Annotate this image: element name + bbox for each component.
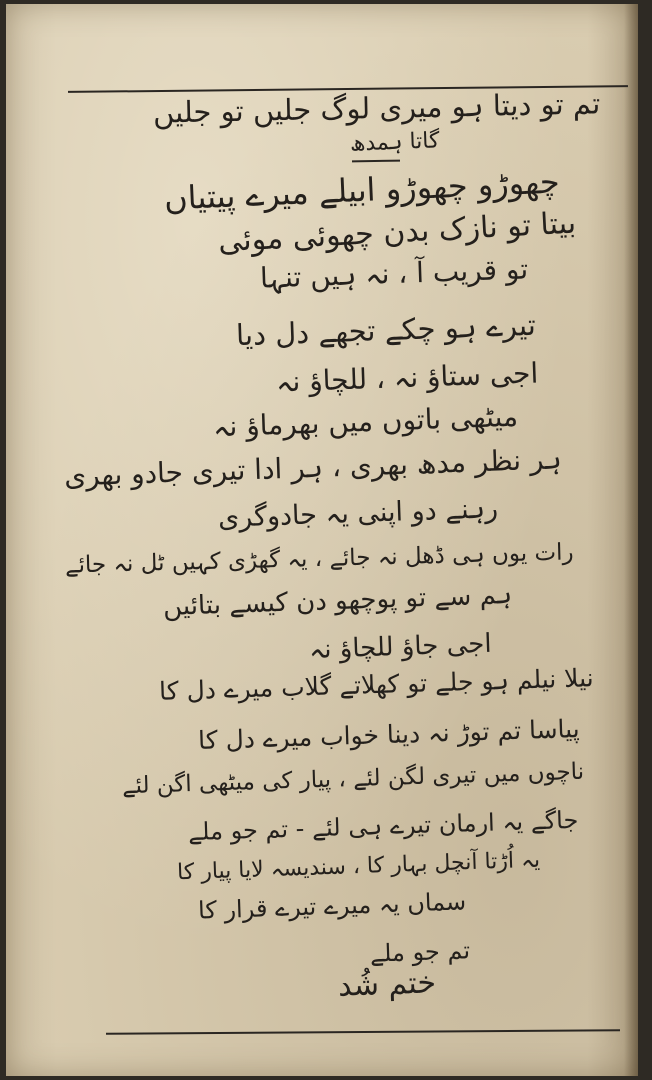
lyric-line-6: تیرے ہو چکے تجھے دل دیا bbox=[235, 307, 537, 353]
lyric-line-14: نیلا نیلم ہو جلے تو کھلاتے گلاب میرے دل کا bbox=[158, 663, 595, 706]
lyric-line-8: میٹھی باتوں میں بھرماؤ نہ bbox=[212, 399, 519, 444]
lyric-line-18: یہ اُڑتا آنچل بہار کا ، سندیسہ لایا پیار کا bbox=[176, 847, 541, 886]
lyric-line-20: تم جو ملے bbox=[369, 936, 471, 968]
lyric-line-19: سماں یہ میرے تیرے قرار کا bbox=[197, 887, 467, 925]
lyric-line-13: اجی جاؤ للچاؤ نہ bbox=[308, 628, 493, 666]
lyric-line-3: چھوڑو چھوڑو ابیلے میرے پیتیاں bbox=[163, 162, 561, 218]
lyric-line-4: بیتا تو نازک بدن چھوئی موئی bbox=[217, 205, 577, 260]
heading-dash bbox=[352, 160, 400, 163]
lyric-line-2: گاتا ہمدھ bbox=[350, 128, 441, 157]
lyric-line-15: پیاسا تم توڑ نہ دینا خواب میرے دل کا bbox=[197, 714, 581, 755]
lyric-end-mark: ختم شُد bbox=[337, 965, 437, 1004]
lyric-line-7: اجی ستاؤ نہ ، للچاؤ نہ bbox=[275, 356, 539, 399]
lyric-line-16: ناچوں میں تیری لگن لئے ، پیار کی میٹھی اگن لئے bbox=[121, 758, 585, 800]
lyric-line-11: رات یوں ہی ڈھل نہ جائے ، یہ گھڑی کہیں ٹل نہ جائے bbox=[65, 539, 575, 579]
lyric-line-9: ہر نظر مدھ بھری ، ہر ادا تیری جادو بھری bbox=[63, 442, 563, 493]
lyric-line-12: ہم سے تو پوچھو دن کیسے بتائیں bbox=[162, 579, 513, 623]
lyric-line-17: جاگے یہ ارمان تیرے ہی لئے - تم جو ملے bbox=[187, 805, 579, 847]
lyrics-page bbox=[6, 4, 638, 1076]
lyric-line-1: تم تو دیتا ہو میری لوگ جلیں تو جلیں bbox=[152, 86, 601, 130]
bottom-rule bbox=[106, 1029, 620, 1035]
page-spine-shadow bbox=[624, 4, 638, 1076]
lyric-line-5: تو قریب آ ، نہ ہیں تنہا bbox=[259, 252, 529, 295]
lyric-line-10: رہنے دو اپنی یہ جادوگری bbox=[217, 493, 499, 534]
